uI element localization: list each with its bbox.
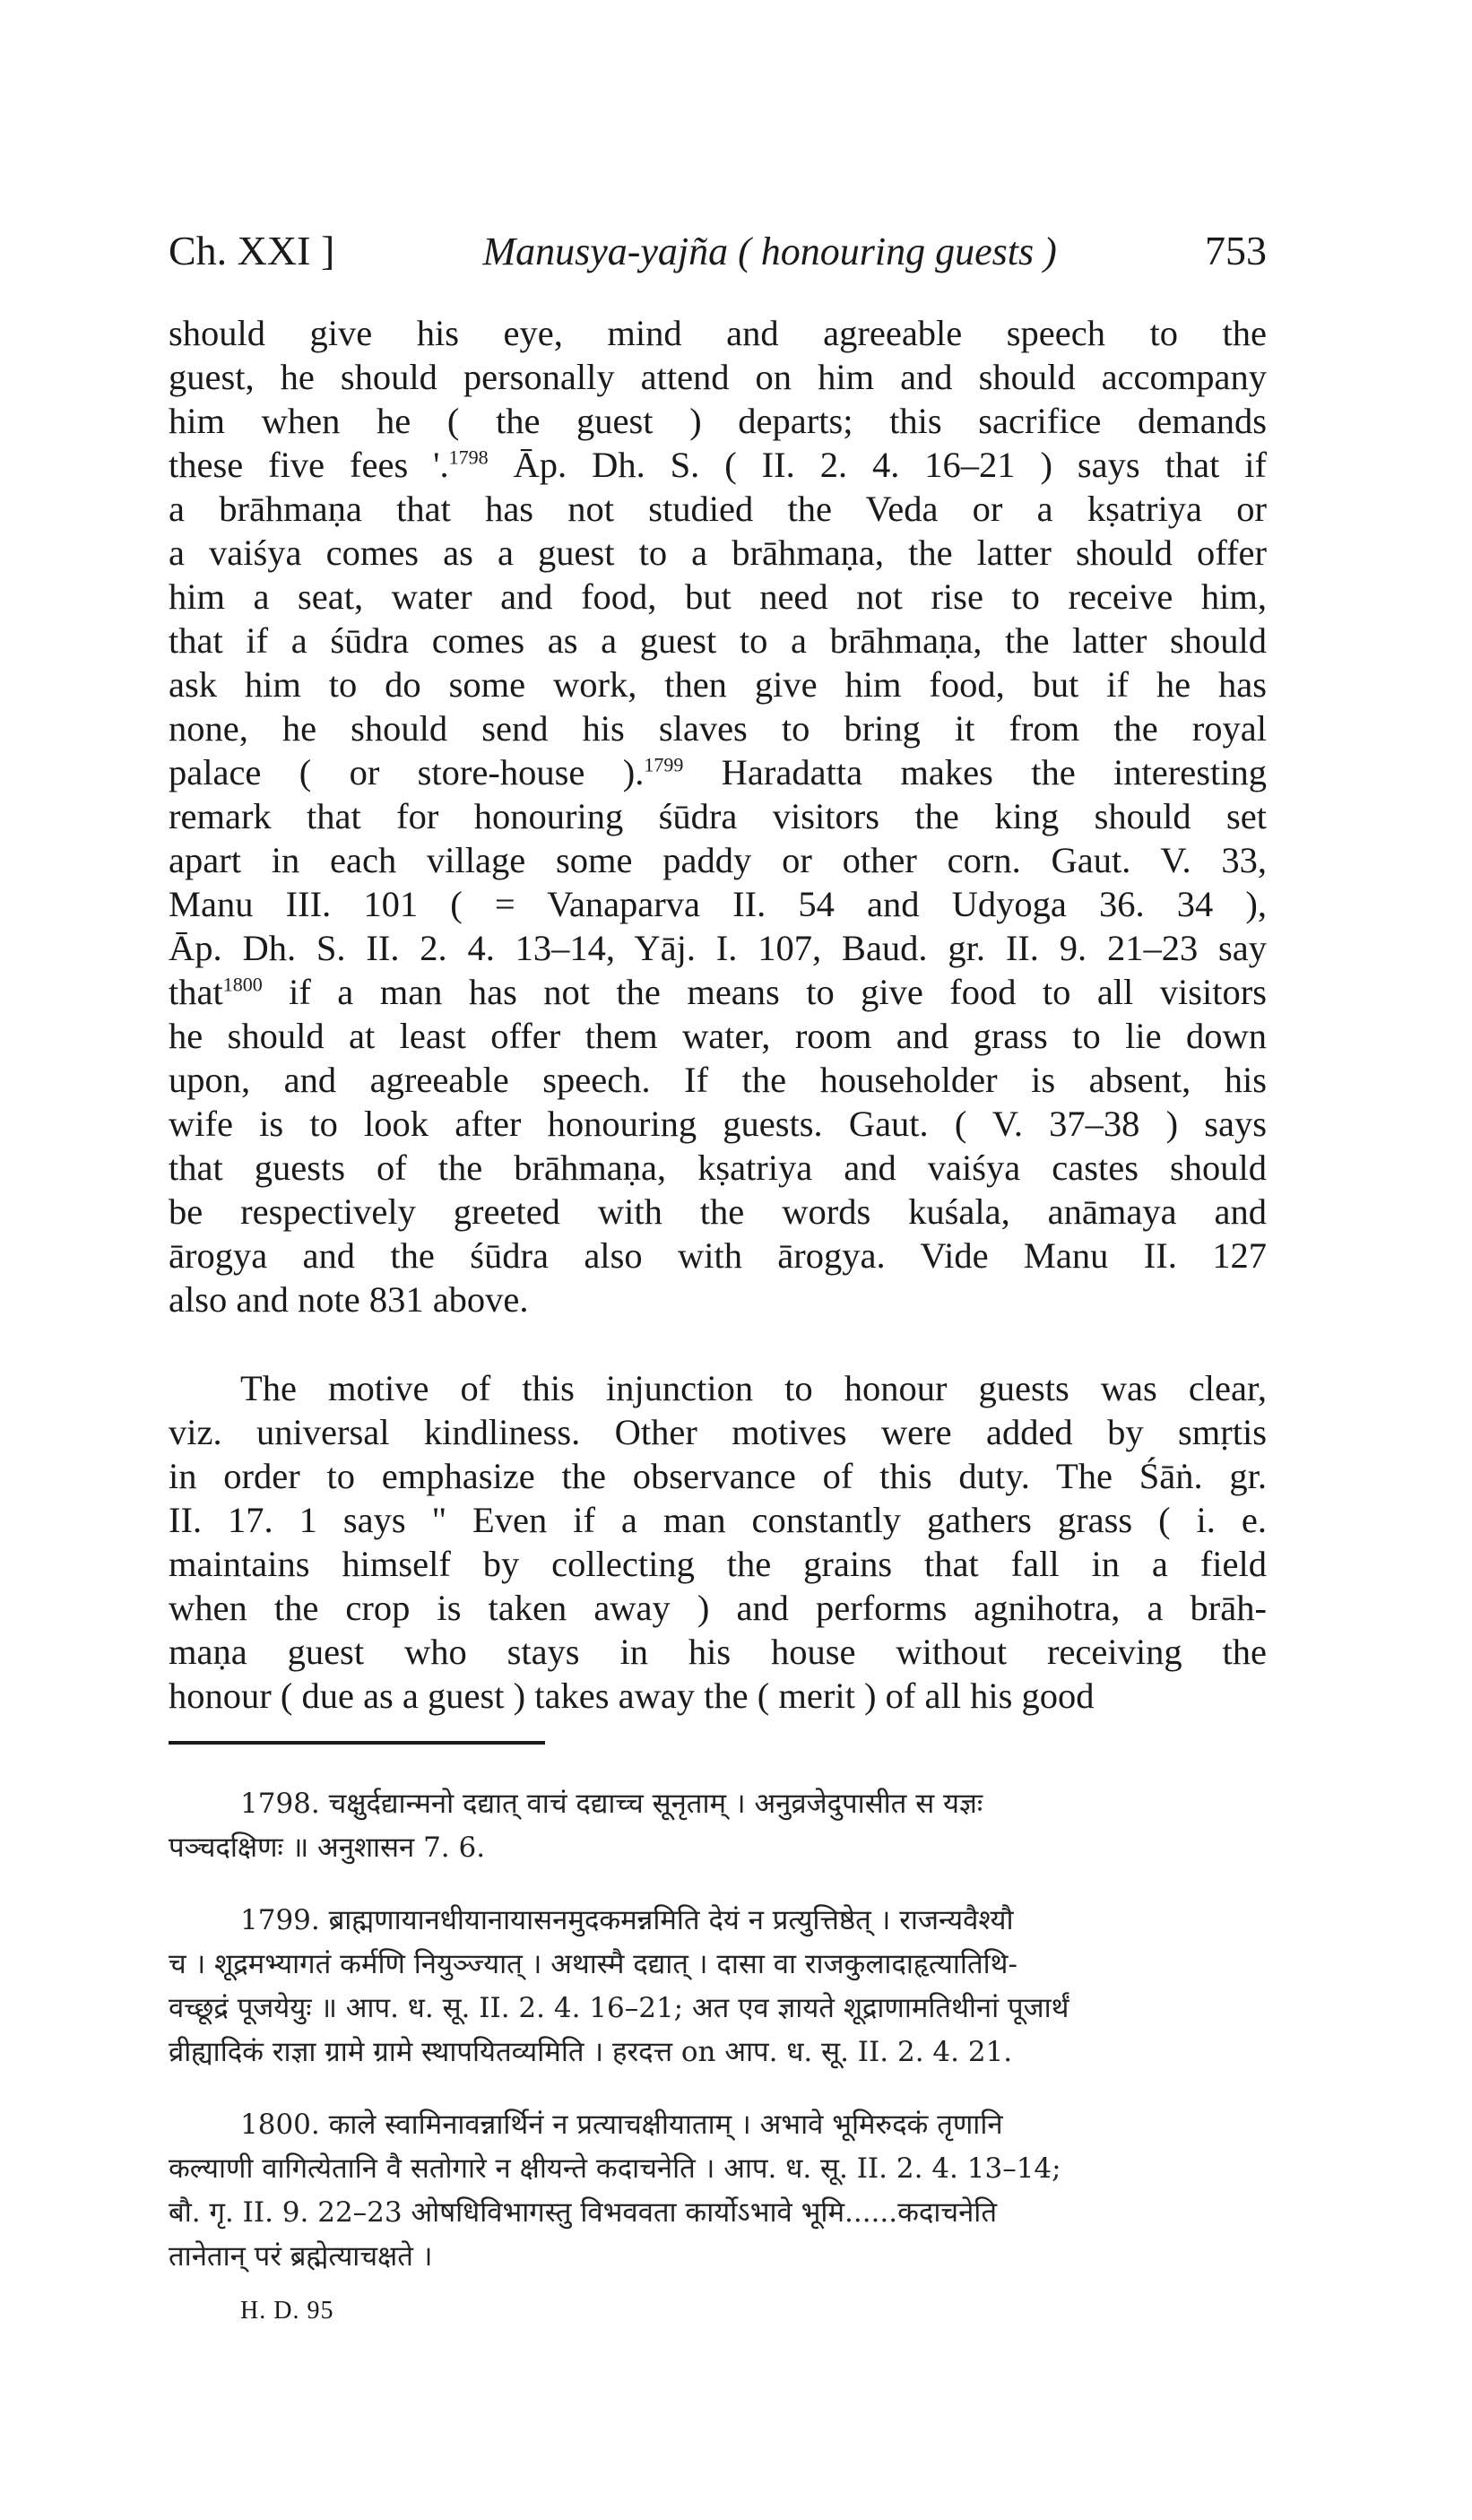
footnote-divider [169,1741,545,1745]
footnote-ref[interactable]: 1798 [448,446,489,469]
footnotes [169,1782,1267,2279]
text-line: also and note 831 above. [169,1279,529,1320]
footnote [169,1782,1267,1870]
footnote-line: 1799. ब्राह्मणायानधीयानायासनमुदकमन्नमिति देयं न प्रत्युत्तिष्ठेत् । राजन्यवैश्यौ [240,1904,1014,1936]
text-line: II. 17. 1 says " Even if a man constantly gathers grass ( i. e. [169,1500,1267,1540]
paragraph-1 [169,311,1267,1321]
text-line: him a seat, water and food, but need not rise to receive him, [169,576,1267,617]
text-line: upon, and agreeable speech. If the householder is absent, his [169,1060,1267,1100]
text-line: palace ( or store-house ).$^{1799}$ Haradatta makes the interesting [169,752,1267,792]
text-line: The motive of this injunction to honour guests was clear, [240,1368,1267,1408]
footnote [169,2103,1267,2279]
text-line: a vaiśya comes as a guest to a brāhmaṇa, the latter should offer [169,533,1267,573]
text-line: that guests of the brāhmaṇa, kṣatriya and vaiśya castes should [169,1147,1267,1188]
paragraph-2 [169,1366,1267,1718]
text-line: in order to emphasize the observance of this duty. The Śāṅ. gr. [169,1456,1267,1496]
running-title: Manusya-yajña ( honouring guests ) [482,229,1057,273]
running-header [169,224,1267,279]
text-line: maṇa guest who stays in his house without receiving the [169,1632,1267,1672]
chapter-label: Ch. XXI ] [169,228,335,273]
footnote-line: कल्याणी वागित्येतानि वै सतोगारे न क्षीयन्ते कदाचनेति । आप. ध. सू. II. 2. 4. 13–14; [169,2152,1061,2185]
footnote-ref[interactable]: 1800 [222,973,263,996]
footnote [169,1899,1267,2074]
footnote-line: बौ. गृ. II. 9. 22–23 ओषधिविभागस्तु विभववता कार्योऽभावे भूमि......कदाचनेति [169,2196,998,2229]
text-line: a brāhmaṇa that has not studied the Veda or a kṣatriya or [169,489,1267,529]
text-line: should give his eye, mind and agreeable speech to the [169,313,1267,353]
footnote-line: पञ्चदक्षिणः ॥ अनुशासन 7. 6. [169,1832,486,1864]
text-line: be respectively greeted with the words kuśala, anāmaya and [169,1191,1267,1232]
text-line: when the crop is taken away ) and performs agnihotra, a brāh- [169,1588,1267,1628]
footnote-ref[interactable]: 1799 [644,753,684,776]
book-page [169,224,1267,2325]
text-line: guest, he should personally attend on him and should accompany [169,357,1267,397]
text-line: him when he ( the guest ) departs; this sacrifice demands [169,401,1267,441]
text-line: ask him to do some work, then give him food, but if he has [169,664,1267,705]
text-line: ārogya and the śūdra also with ārogya. Vide Manu II. 127 [169,1235,1267,1276]
text-line: that if a śūdra comes as a guest to a brāhmaṇa, the latter should [169,620,1267,661]
text-line: Āp. Dh. S. II. 2. 4. 13–14, Yāj. I. 107, Baud. gr. II. 9. 21–23 say [169,928,1267,968]
text-line: none, he should send his slaves to bring it from the royal [169,708,1267,749]
text-line: honour ( due as a guest ) takes away the ( merit ) of all his good [169,1676,1095,1716]
text-line: Manu III. 101 ( = Vanaparva II. 54 and Udyoga 36. 34 ), [169,884,1267,924]
footnote-line: व्रीह्यादिकं राज्ञा ग्रामे ग्रामे स्थापयितव्यमिति । हरदत्त on आप. ध. सू. II. 2. 4. 21. [169,2036,1013,2068]
signature-mark: H. D. 95 [240,2297,334,2325]
text-line: remark that for honouring śūdra visitors the king should set [169,796,1267,836]
text-line: that$^{1800}$ if a man has not the means to give food to all visitors [169,972,1267,1012]
text-line: these five fees '.$^{1798}$ Āp. Dh. S. ( II. 2. 4. 16–21 ) says that if [169,445,1267,485]
text-line: viz. universal kindliness. Other motives were added by smṛtis [169,1412,1267,1452]
footnote-line: वच्छूद्रं पूजयेयुः ॥ आप. ध. सू. II. 2. 4. 16–21; अत एव ज्ञायते शूद्राणामतिथीनां पूजार्थं [169,1992,1069,2024]
text-line: maintains himself by collecting the grains that fall in a field [169,1544,1267,1584]
footnote-line: 1800. काले स्वामिनावन्नार्थिनं न प्रत्याचक्षीयाताम् । अभावे भूमिरुदकं तृणानि [240,2109,1003,2141]
footnote-line: तानेतान् परं ब्रह्मेत्याचक्षते । [169,2240,433,2273]
footnote-line: च । शूद्रमभ्यागतं कर्मणि नियुञ्ज्यात् । अथास्मै दद्यात् । दासा वा राजकुलादाहृत्यातिथि- [169,1948,1017,1980]
text-line: he should at least offer them water, room and grass to lie down [169,1016,1267,1056]
page-number: 753 [1204,228,1267,273]
text-line: wife is to look after honouring guests. Gaut. ( V. 37–38 ) says [169,1104,1267,1144]
footnote-line: 1798. चक्षुर्दद्यान्मनो दद्यात् वाचं दद्याच्च सूनृताम् । अनुव्रजेदुपासीत स यज्ञः [240,1788,983,1820]
text-line: apart in each village some paddy or other corn. Gaut. V. 33, [169,840,1267,880]
